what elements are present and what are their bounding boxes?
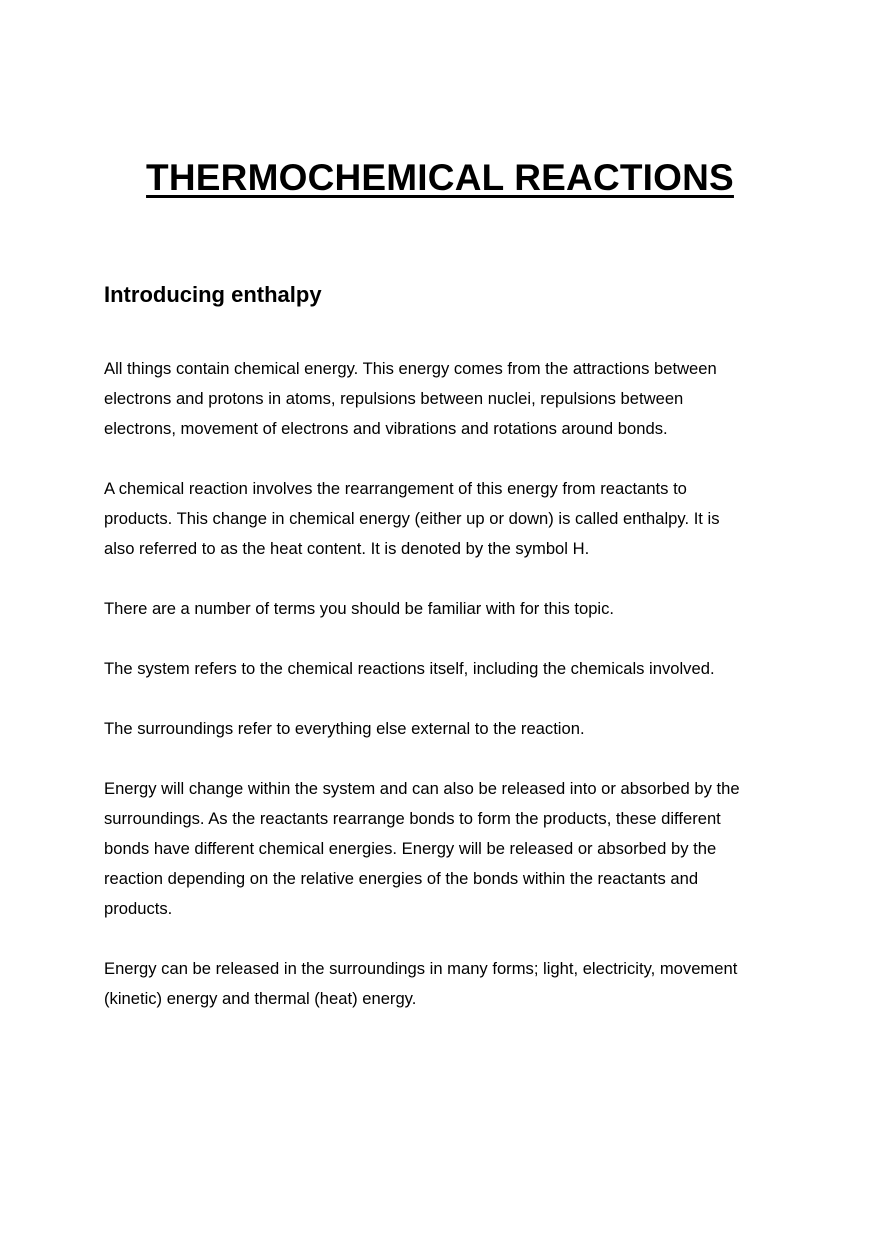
paragraph-system-definition [104, 654, 784, 684]
paragraph-energy-forms [104, 954, 784, 1014]
text-line: electrons, movement of electrons and vibrations and rotations around bonds. [104, 419, 668, 438]
text-line: Energy can be released in the surroundings in many forms; light, electricity, movement [104, 959, 738, 978]
document-title: THERMOCHEMICAL REACTIONS [146, 157, 734, 198]
text-line: bonds have different chemical energies. Energy will be released or absorbed by the [104, 839, 717, 858]
text-line: There are a number of terms you should be familiar with for this topic. [104, 599, 615, 618]
text-line: reaction depending on the relative energies of the bonds within the reactants and [104, 869, 699, 888]
paragraph-chemical-energy [104, 354, 784, 444]
text-line: also referred to as the heat content. It is denoted by the symbol H. [104, 539, 590, 558]
text-line: The surroundings refer to everything else external to the reaction. [104, 719, 585, 738]
body-text [104, 354, 784, 1044]
text-line: Energy will change within the system and can also be released into or absorbed by the [104, 779, 740, 798]
text-line: (kinetic) energy and thermal (heat) energy. [104, 989, 417, 1008]
paragraph-surroundings-definition [104, 714, 784, 744]
paragraph-energy-change [104, 774, 784, 924]
section-heading: Introducing enthalpy [104, 282, 322, 307]
text-line: products. This change in chemical energy (either up or down) is called enthalpy. It is [104, 509, 720, 528]
text-line: surroundings. As the reactants rearrange bonds to form the products, these different [104, 809, 721, 828]
paragraph-terms-intro [104, 594, 784, 624]
text-line: electrons and protons in atoms, repulsions between nuclei, repulsions between [104, 389, 684, 408]
text-line: The system refers to the chemical reactions itself, including the chemicals involved. [104, 659, 715, 678]
text-line: All things contain chemical energy. This energy comes from the attractions between [104, 359, 717, 378]
text-line: products. [104, 899, 173, 918]
paragraph-enthalpy-definition [104, 474, 784, 564]
text-line: A chemical reaction involves the rearrangement of this energy from reactants to [104, 479, 687, 498]
